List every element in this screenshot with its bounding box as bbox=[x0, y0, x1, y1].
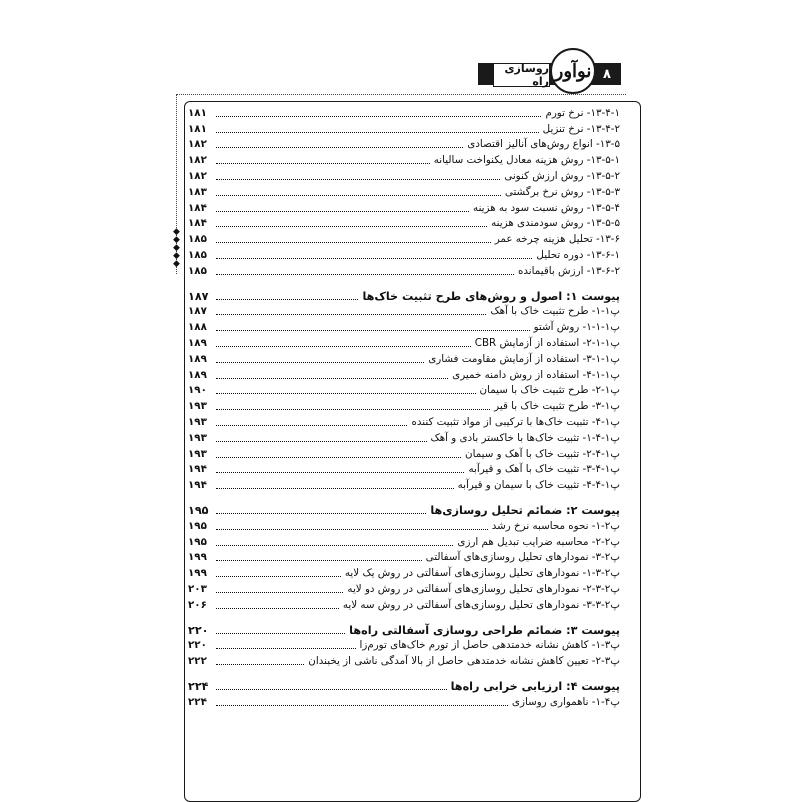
toc-leader-dots bbox=[216, 179, 500, 180]
toc-entry-title: پ۴-۱- ناهمواری روسازی bbox=[511, 695, 620, 708]
toc-page-number: ۱۹۳ bbox=[188, 400, 207, 413]
toc-page-number: ۱۹۰ bbox=[188, 384, 207, 397]
toc-leader-dots bbox=[216, 163, 430, 164]
toc-page-number: ۱۸۸ bbox=[188, 321, 207, 334]
toc-leader-dots bbox=[216, 211, 469, 212]
toc-section-row[interactable] bbox=[188, 501, 620, 517]
toc-entry-title: پ۲-۱- نحوه محاسبه نرخ رشد bbox=[491, 519, 620, 532]
toc-leader-dots bbox=[216, 242, 491, 243]
toc-leader-dots bbox=[216, 425, 407, 426]
toc-section-row[interactable] bbox=[188, 677, 620, 693]
toc-entry-row[interactable] bbox=[188, 533, 620, 549]
toc-entry-row[interactable] bbox=[188, 318, 620, 334]
toc-page-number: ۱۸۲ bbox=[188, 138, 207, 151]
toc-entry-row[interactable] bbox=[188, 104, 620, 120]
toc-leader-dots bbox=[216, 457, 461, 458]
toc-entry-title: ۱۳-۵- انواع روش‌های آنالیز اقتصادی bbox=[467, 138, 620, 151]
toc-leader-dots bbox=[216, 147, 463, 148]
toc-entry-title: پ۱-۱- طرح تثبیت خاک با آهک bbox=[490, 305, 620, 318]
toc-entry-title: ۱۳-۵-۲- روش ارزش کنونی bbox=[504, 169, 620, 182]
toc-entry-title: ۱۳-۶- تحلیل هزینه چرخه عمر bbox=[494, 233, 620, 246]
toc-entry-title: پیوست ۳: ضمائم طراحی روسازی آسفالتی راه‌ها bbox=[349, 623, 620, 637]
toc-entry-row[interactable] bbox=[188, 230, 620, 246]
toc-leader-dots bbox=[216, 488, 454, 489]
toc-page-number: ۱۸۴ bbox=[188, 217, 207, 230]
toc-leader-dots bbox=[216, 689, 447, 690]
toc-entry-row[interactable] bbox=[188, 637, 620, 653]
toc-leader-dots bbox=[216, 409, 490, 410]
toc-entry-title: ۱۳-۵-۱- روش هزینه معادل یکنواخت سالیانه bbox=[433, 154, 620, 167]
page-number: ۸ bbox=[603, 66, 611, 82]
toc-section-row[interactable] bbox=[188, 287, 620, 303]
toc-entry-title: پیوست ۱: اصول و روش‌های طرح تثبیت خاک‌ها bbox=[362, 289, 620, 303]
toc-entry-title: پ۱-۱-۲- استفاده از آزمایش CBR bbox=[474, 336, 620, 349]
top-dotted-rule bbox=[176, 94, 626, 95]
toc-entry-title: پ۱-۱-۱- روش آشتو bbox=[533, 321, 620, 334]
toc-entry-row[interactable] bbox=[188, 215, 620, 231]
toc-leader-dots bbox=[216, 330, 530, 331]
toc-entry-row[interactable] bbox=[188, 303, 620, 319]
toc-entry-row[interactable] bbox=[188, 262, 620, 278]
toc-page-number: ۱۹۴ bbox=[188, 463, 207, 476]
toc-entry-row[interactable] bbox=[188, 382, 620, 398]
toc-page-number: ۱۸۳ bbox=[188, 185, 207, 198]
toc-entry-row[interactable] bbox=[188, 366, 620, 382]
toc-entry-row[interactable] bbox=[188, 334, 620, 350]
toc-page-number: ۲۲۰ bbox=[188, 623, 209, 637]
toc-entry-row[interactable] bbox=[188, 580, 620, 596]
toc-entry-title: ۱۳-۵-۳- روش نرخ برگشتی bbox=[504, 185, 620, 198]
toc-page-number: ۱۹۵ bbox=[188, 535, 207, 548]
toc-entry-row[interactable] bbox=[188, 549, 620, 565]
toc-entry-row[interactable] bbox=[188, 413, 620, 429]
toc-entry-title: پ۲-۳-۳- نمودارهای تحلیل روسازی‌های آسفالتی در روش سه لایه bbox=[342, 598, 620, 611]
toc-entry-title: پ۱-۲- طرح تثبیت خاک با سیمان bbox=[479, 384, 620, 397]
toc-leader-dots bbox=[216, 705, 508, 706]
toc-page-number: ۱۹۵ bbox=[188, 503, 209, 517]
toc-entry-row[interactable] bbox=[188, 693, 620, 709]
toc-entry-title: پیوست ۴: ارزیابی خرابی راه‌ها bbox=[450, 679, 620, 693]
toc-leader-dots bbox=[216, 346, 471, 347]
toc-page-number: ۱۹۹ bbox=[188, 551, 207, 564]
toc-page-number: ۱۸۵ bbox=[188, 233, 207, 246]
toc-page-number: ۱۹۳ bbox=[188, 447, 207, 460]
toc-entry-row[interactable] bbox=[188, 652, 620, 668]
toc-page-number: ۲۲۲ bbox=[188, 655, 207, 668]
toc-entry-row[interactable] bbox=[188, 445, 620, 461]
toc-entry-row[interactable] bbox=[188, 136, 620, 152]
toc-gap bbox=[188, 278, 620, 287]
toc-leader-dots bbox=[216, 472, 464, 473]
toc-entry-row[interactable] bbox=[188, 167, 620, 183]
toc-entry-title: پ۱-۱-۴- استفاده از روش دامنه خمیری bbox=[452, 368, 620, 381]
toc-page-number: ۱۸۱ bbox=[188, 106, 207, 119]
toc-leader-dots bbox=[216, 132, 539, 133]
toc-entry-title: پ۱-۴-۲- تثبیت خاک با آهک و سیمان bbox=[465, 447, 620, 460]
toc-page-number: ۲۲۴ bbox=[188, 695, 207, 708]
toc-leader-dots bbox=[216, 226, 487, 227]
toc-leader-dots bbox=[216, 576, 341, 577]
toc-leader-dots bbox=[216, 299, 358, 300]
toc-entry-title: پ۳-۲- تعیین کاهش نشانه خدمتدهی حاصل از بالا آمدگی ناشی از یخبندان bbox=[308, 655, 620, 668]
diamond-ornament-icon: ◆ ◆ ◆ ◆ ◆ bbox=[173, 227, 180, 269]
toc-entry-title: پ۲-۳-۱- نمودارهای تحلیل روسازی‌های آسفالتی در روش یک لایه bbox=[344, 567, 620, 580]
toc-leader-dots bbox=[216, 592, 343, 593]
toc-entry-title: ۱۳-۴-۲- نرخ تنزیل bbox=[542, 122, 620, 135]
toc-page-number: ۱۸۹ bbox=[188, 352, 207, 365]
toc-entry-row[interactable] bbox=[188, 120, 620, 136]
toc-leader-dots bbox=[216, 513, 426, 514]
toc-entry-row[interactable] bbox=[188, 476, 620, 492]
toc-leader-dots bbox=[216, 116, 541, 117]
toc-leader-dots bbox=[216, 664, 304, 665]
toc-entry-title: پ۳-۱- کاهش نشانه خدمتدهی حاصل از تورم خاک‌های تورم‌زا bbox=[359, 639, 620, 652]
toc-leader-dots bbox=[216, 362, 424, 363]
toc-leader-dots bbox=[216, 441, 427, 442]
publisher-logo: نوآور bbox=[550, 48, 596, 94]
table-of-contents bbox=[188, 104, 620, 709]
toc-entry-title: پ۲-۲- محاسبه ضرایب تبدیل هم ارزی bbox=[457, 535, 620, 548]
toc-page-number: ۱۹۹ bbox=[188, 567, 207, 580]
toc-gap bbox=[188, 492, 620, 501]
toc-entry-row[interactable] bbox=[188, 350, 620, 366]
toc-entry-row[interactable] bbox=[188, 151, 620, 167]
toc-leader-dots bbox=[216, 195, 501, 196]
toc-entry-title: پ۱-۴-۴- تثبیت خاک با سیمان و قیرآبه bbox=[457, 479, 620, 492]
toc-page-number: ۱۸۵ bbox=[188, 248, 207, 261]
toc-gap bbox=[188, 668, 620, 677]
toc-entry-title: ۱۳-۵-۴- روش نسبت سود به هزینه bbox=[473, 201, 620, 214]
toc-page-number: ۲۰۶ bbox=[188, 598, 207, 611]
toc-page-number: ۱۸۲ bbox=[188, 154, 207, 167]
toc-entry-title: پ۱-۳- طرح تثبیت خاک با قیر bbox=[494, 400, 620, 413]
book-title: روسازی راه bbox=[493, 63, 550, 87]
toc-leader-dots bbox=[216, 393, 476, 394]
toc-page-number: ۱۹۵ bbox=[188, 519, 207, 532]
toc-leader-dots bbox=[216, 560, 422, 561]
toc-leader-dots bbox=[216, 545, 453, 546]
toc-page-number: ۱۸۲ bbox=[188, 169, 207, 182]
toc-entry-title: پیوست ۲: ضمائم تحلیل روسازی‌ها bbox=[430, 503, 620, 517]
toc-page-number: ۲۲۴ bbox=[188, 679, 209, 693]
toc-page-number: ۱۸۹ bbox=[188, 336, 207, 349]
toc-entry-title: پ۱-۱-۳- استفاده از آزمایش مقاومت فشاری bbox=[428, 352, 620, 365]
toc-entry-row[interactable] bbox=[188, 596, 620, 612]
toc-entry-row[interactable] bbox=[188, 461, 620, 477]
toc-entry-title: پ۱-۴-۳- تثبیت خاک با آهک و قیرآبه bbox=[468, 463, 620, 476]
toc-leader-dots bbox=[216, 274, 514, 275]
toc-page-number: ۱۸۱ bbox=[188, 122, 207, 135]
toc-page-number: ۱۸۵ bbox=[188, 264, 207, 277]
toc-entry-title: پ۱-۴- تثبیت خاک‌ها با ترکیبی از مواد تثبیت کننده bbox=[411, 415, 620, 428]
toc-page-number: ۱۹۳ bbox=[188, 415, 207, 428]
toc-gap bbox=[188, 612, 620, 621]
toc-entry-title: پ۱-۴-۱- تثبیت خاک‌ها با خاکستر بادی و آهک bbox=[430, 431, 620, 444]
toc-entry-row[interactable] bbox=[188, 517, 620, 533]
toc-entry-title: ۱۳-۶-۲- ارزش باقیمانده bbox=[518, 264, 620, 277]
toc-leader-dots bbox=[216, 314, 486, 315]
toc-entry-title: پ۲-۳-۲- نمودارهای تحلیل روسازی‌های آسفالتی در روش دو لایه bbox=[347, 582, 620, 595]
toc-leader-dots bbox=[216, 648, 356, 649]
toc-page-number: ۱۸۷ bbox=[188, 305, 207, 318]
toc-entry-row[interactable] bbox=[188, 246, 620, 262]
toc-page-number: ۱۸۴ bbox=[188, 201, 207, 214]
toc-leader-dots bbox=[216, 529, 488, 530]
toc-entry-row[interactable] bbox=[188, 429, 620, 445]
toc-leader-dots bbox=[216, 258, 532, 259]
toc-page-number: ۲۰۳ bbox=[188, 582, 207, 595]
toc-leader-dots bbox=[216, 608, 339, 609]
toc-entry-row[interactable] bbox=[188, 397, 620, 413]
toc-entry-title: ۱۳-۵-۵- روش سودمندی هزینه bbox=[491, 217, 620, 230]
toc-leader-dots bbox=[216, 633, 345, 634]
toc-page-number: ۱۸۹ bbox=[188, 368, 207, 381]
toc-page-number: ۲۲۰ bbox=[188, 639, 207, 652]
toc-entry-title: ۱۳-۴-۱- نرخ تورم bbox=[545, 106, 620, 119]
toc-entry-title: ۱۳-۶-۱- دوره تحلیل bbox=[536, 248, 620, 261]
toc-entry-row[interactable] bbox=[188, 564, 620, 580]
toc-page-number: ۱۹۳ bbox=[188, 431, 207, 444]
toc-leader-dots bbox=[216, 378, 448, 379]
toc-page-number: ۱۸۷ bbox=[188, 289, 209, 303]
toc-page-number: ۱۹۴ bbox=[188, 479, 207, 492]
toc-entry-row[interactable] bbox=[188, 199, 620, 215]
toc-section-row[interactable] bbox=[188, 621, 620, 637]
toc-entry-row[interactable] bbox=[188, 183, 620, 199]
toc-entry-title: پ۲-۳- نمودارهای تحلیل روسازی‌های آسفالتی bbox=[425, 551, 620, 564]
